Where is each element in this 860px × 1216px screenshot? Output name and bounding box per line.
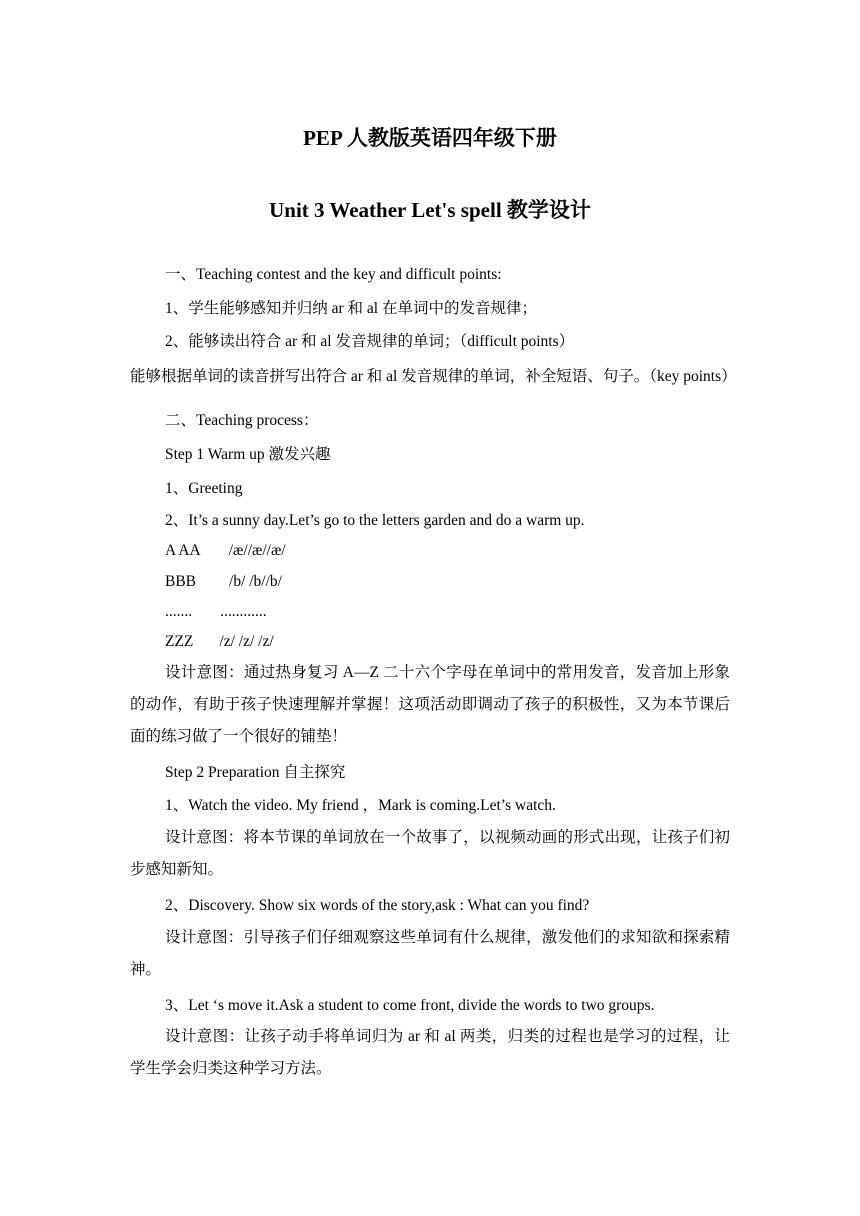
phonics-sounds: /z/ /z/ /z/ xyxy=(219,633,274,650)
design-intent-3: 设计意图：引导孩子们仔细观察这些单词有什么规律，激发他们的求知欲和探索精神。 xyxy=(130,929,730,978)
step-1-item-1: 1、Greeting xyxy=(165,480,243,497)
step-2-item-3: 3、Let ‘s move it.Ask a student to come front, divide the words to two groups. xyxy=(165,997,655,1014)
step-2-item-1: 1、Watch the video. My friend ，Mark is coming.Let’s watch. xyxy=(165,797,556,814)
point-2: 2、能够读出符合 ar 和 al 发音规律的单词；（difficult points） xyxy=(165,333,575,350)
phonics-letters: BBB xyxy=(165,573,197,590)
point-3: 能够根据单词的读音拼写出符合 ar 和 al 发音规律的单词，补全短语、句子。（key points） xyxy=(130,368,737,385)
phonics-letters: ZZZ xyxy=(165,633,194,650)
phonics-sounds: /æ//æ//æ/ xyxy=(228,542,286,559)
design-intent-1: 设计意图：通过热身复习 A—Z 二十六个字母在单词中的常用发音，发音加上形象的动作，有助于孩子快速理解并掌握！这项活动即调动了孩子的积极性，又为本节课后面的练习做了一个很好的铺垫！ xyxy=(130,664,730,745)
phonics-letters: ....... xyxy=(165,603,193,620)
section-heading-teaching-contest: 一、Teaching contest and the key and difficult points: xyxy=(165,266,502,283)
step-1-heading: Step 1 Warm up 激发兴趣 xyxy=(165,446,331,463)
design-intent-4: 设计意图：让孩子动手将单词归为 ar 和 al 两类，归类的过程也是学习的过程，让学生学会归类这种学习方法。 xyxy=(130,1028,730,1077)
section-heading-teaching-process: 二、Teaching process： xyxy=(165,412,319,429)
phonics-row xyxy=(165,571,282,593)
document-subtitle: Unit 3 Weather Let's spell 教学设计 xyxy=(269,198,591,222)
document-title: PEP 人教版英语四年级下册 xyxy=(303,126,557,150)
phonics-row xyxy=(165,540,286,562)
design-intent-2: 设计意图：将本节课的单词放在一个故事了，以视频动画的形式出现，让孩子们初步感知新知。 xyxy=(130,829,730,878)
phonics-sounds: ............ xyxy=(220,603,267,620)
phonics-sounds: /b/ /b//b/ xyxy=(229,573,282,590)
step-2-item-2: 2、Discovery. Show six words of the story,ask : What can you find? xyxy=(165,897,590,914)
phonics-row xyxy=(165,601,267,623)
phonics-row xyxy=(165,631,274,653)
step-2-heading: Step 2 Preparation 自主探究 xyxy=(165,764,346,781)
point-1: 1、学生能够感知并归纳 ar 和 al 在单词中的发音规律； xyxy=(165,300,537,317)
phonics-letters: A AA xyxy=(165,542,201,559)
step-1-item-2: 2、It’s a sunny day.Let’s go to the letters garden and do a warm up. xyxy=(165,512,585,529)
